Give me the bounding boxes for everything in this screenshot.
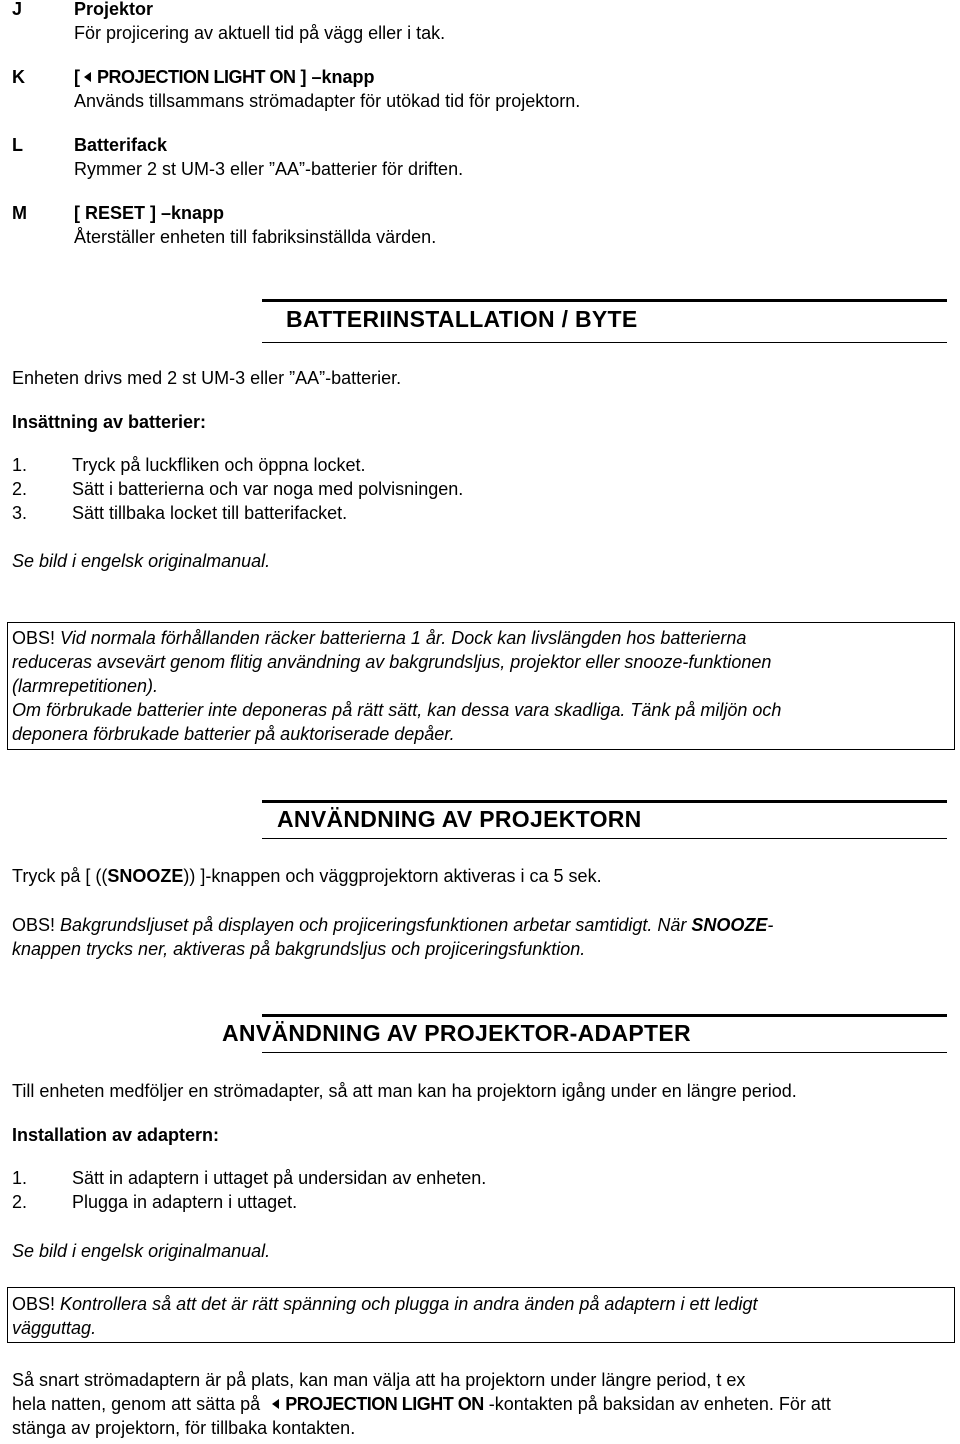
obs-line: deponera förbrukade batterier på auktoriserade depåer. [12,724,455,744]
battery-section-heading: BATTERIINSTALLATION / BYTE [286,306,638,332]
obs-label: OBS! [12,1294,56,1314]
step-text: Sätt in adaptern i uttaget på undersidan av enheten. [72,1168,487,1188]
see-manual-note: Se bild i engelsk originalmanual. [12,551,271,571]
paragraph-text: -kontakten på baksidan av enheten. För att [483,1394,831,1414]
definition-title: Projektor [74,0,154,19]
component-definition-list [12,0,952,269]
list-item [12,453,463,477]
definition-title: [ RESET ] –knapp [74,203,225,223]
obs-line: (larmrepetitionen). [12,676,159,696]
definition-title [74,65,580,89]
snooze-key-label: SNOOZE [691,915,768,935]
paragraph-text: hela natten, genom att sätta på [12,1394,261,1414]
projector-obs-text [12,913,947,961]
definition-description: För projicering av aktuell tid på vägg eller i tak. [74,23,446,43]
obs-line [12,626,947,650]
obs-text: - [767,915,774,935]
definition-title: Batterifack [74,135,168,155]
definition-item-k [12,65,952,113]
paragraph-line: Så snart strömadaptern är på plats, kan man välja att ha projektorn under längre period, t ex [12,1370,746,1390]
obs-line: reduceras avsevärt genom flitig användning av bakgrundsljus, projektor eller snooze-funktionen [12,652,772,672]
definition-letter: K [12,67,25,87]
definition-description: Rymmer 2 st UM-3 eller ”AA”-batterier för driften. [74,159,464,179]
definition-item-m [12,201,952,249]
adapter-steps [12,1166,486,1214]
list-item [12,501,463,525]
obs-label: OBS! [12,628,56,648]
battery-intro: Enheten drivs med 2 st UM-3 eller ”AA”-batterier. [12,368,402,388]
step-number: 1. [12,1168,28,1188]
paragraph-line [12,1392,947,1416]
step-text: Tryck på luckfliken och öppna locket. [72,455,366,475]
section-top-rule [262,299,947,302]
step-number: 2. [12,1192,28,1212]
battery-install-subheading: Insättning av batterier: [12,412,207,432]
obs-line: knappen trycks ner, aktiveras på bakgrundsljus och projiceringsfunktion. [12,939,586,959]
definition-letter: J [12,0,23,19]
section-bottom-rule [262,1052,947,1053]
battery-steps [12,453,463,525]
step-text: Sätt tillbaka locket till batterifacket. [72,503,348,523]
list-item [12,1190,486,1214]
instruction-post: )) ]-knappen och väggprojektorn aktiveras i ca 5 sek. [183,866,602,886]
instruction-pre: Tryck på [ (( [12,866,108,886]
step-text: Sätt i batterierna och var noga med polvisningen. [72,479,464,499]
step-number: 3. [12,503,28,523]
see-manual-note: Se bild i engelsk originalmanual. [12,1241,271,1261]
definition-letter: M [12,203,27,223]
definition-description: Används tillsammans strömadapter för utökad tid för projektorn. [74,91,581,111]
bracket-open: [ [74,67,80,87]
section-bottom-rule [262,342,947,343]
section-top-rule [262,800,947,803]
projector-instruction [12,864,602,888]
adapter-final-paragraph [12,1368,947,1440]
adapter-intro: Till enheten medföljer en strömadapter, så att man kan ha projektorn igång under en längre period. [12,1081,797,1101]
definition-description: Återställer enheten till fabriksinställda värden. [74,227,437,247]
projector-section-heading: ANVÄNDNING AV PROJEKTORN [277,806,642,832]
paragraph-line: stänga av projektorn, för tillbaka kontakten. [12,1418,356,1438]
definition-item-l [12,133,952,181]
obs-text: Kontrollera så att det är rätt spänning och plugga in andra änden på adaptern i ett ledigt [55,1294,758,1314]
list-item [12,1166,486,1190]
battery-obs-text [12,626,947,746]
definition-item-j [12,0,952,45]
bracket-close-knapp: ] –knapp [300,67,375,87]
obs-line [12,1292,947,1316]
projection-light-on-label: PROJECTION LIGHT ON [97,67,296,87]
list-item [12,477,463,501]
section-top-rule [262,1014,947,1017]
section-bottom-rule [262,838,947,839]
adapter-obs-text [12,1292,947,1340]
triangle-left-icon [84,72,91,82]
adapter-section-heading: ANVÄNDNING AV PROJEKTOR-ADAPTER [222,1020,691,1046]
step-number: 1. [12,455,28,475]
step-number: 2. [12,479,28,499]
obs-italic-text: Vid normala förhållanden räcker batterierna 1 år. [55,628,447,648]
obs-label: OBS! [12,915,56,935]
snooze-key-label: SNOOZE [107,866,184,886]
adapter-install-subheading: Installation av adaptern: [12,1125,220,1145]
obs-line [12,913,947,937]
projection-light-on-label: PROJECTION LIGHT ON [285,1394,484,1414]
obs-line: Om förbrukade batterier inte deponeras på rätt sätt, kan dessa vara skadliga. Tänk på miljön och [12,700,782,720]
obs-text: Bakgrundsljuset på displayen och projiceringsfunktionen arbetar samtidigt. När [55,915,692,935]
triangle-left-icon [272,1399,279,1409]
obs-text: Dock kan livslängden hos batterierna [446,628,747,648]
step-text: Plugga in adaptern i uttaget. [72,1192,298,1212]
obs-line: vägguttag. [12,1318,97,1338]
definition-letter: L [12,135,23,155]
